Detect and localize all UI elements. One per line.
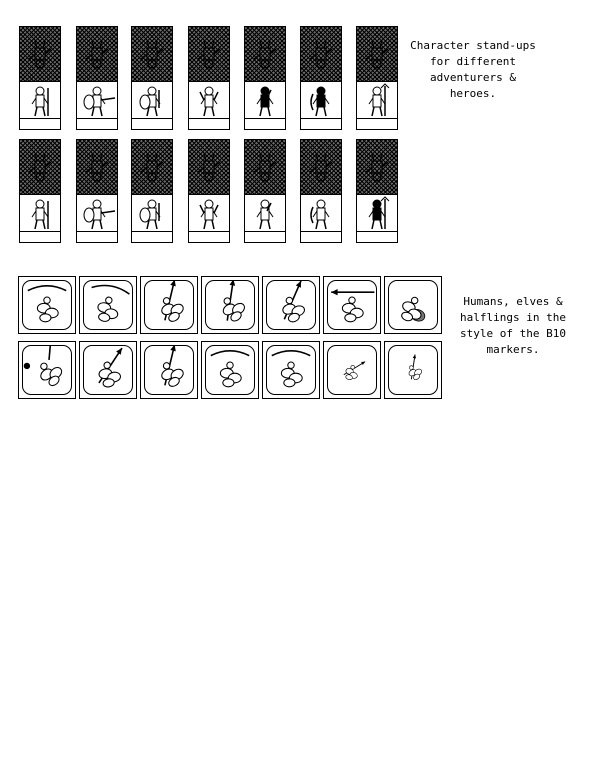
standup-topdown-icon [77,27,117,82]
standup-base [20,118,60,129]
standup-figure-icon [189,82,229,120]
standup-card [244,139,286,243]
marker-figure-icon [388,345,438,395]
standup-base [77,231,117,242]
marker-figure-icon [388,280,438,330]
marker-counter [201,276,259,334]
marker-counter [323,276,381,334]
marker-counter [384,276,442,334]
marker-figure-icon [22,280,72,330]
standup-topdown-icon [301,140,341,195]
marker-figure-icon [327,280,377,330]
standup-base [189,118,229,129]
standup-topdown-icon [20,27,60,82]
standup-card [19,139,61,243]
standup-figure-icon [77,195,117,233]
marker-figure-icon [144,345,194,395]
standup-figure-icon [20,82,60,120]
standup-topdown-icon [357,140,397,195]
standup-figure-icon [20,195,60,233]
standup-card [131,139,173,243]
standup-card [131,26,173,130]
standup-card [19,26,61,130]
standup-figure-icon [245,82,285,120]
standup-figure-icon [357,195,397,233]
standup-base [357,231,397,242]
marker-counter [140,276,198,334]
standup-figure-icon [132,82,172,120]
standup-base [20,231,60,242]
standup-base [245,118,285,129]
standup-topdown-icon [132,140,172,195]
standup-figure-icon [77,82,117,120]
standup-card [188,26,230,130]
standup-topdown-icon [20,140,60,195]
standup-card [244,26,286,130]
marker-counter [79,276,137,334]
marker-counter [262,341,320,399]
standup-figure-icon [357,82,397,120]
marker-counter [79,341,137,399]
marker-counter [323,341,381,399]
standup-card [300,26,342,130]
standup-card [300,139,342,243]
marker-counter [18,341,76,399]
marker-figure-icon [144,280,194,330]
standup-figure-icon [132,195,172,233]
standup-base [357,118,397,129]
standups-caption: Character stand-ups for different adventurers & heroes. [410,39,536,100]
standup-base [245,231,285,242]
marker-counter [201,341,259,399]
standup-base [301,118,341,129]
marker-figure-icon [83,280,133,330]
standup-base [132,231,172,242]
standup-figure-icon [301,82,341,120]
standup-topdown-icon [189,140,229,195]
standup-topdown-icon [301,27,341,82]
standup-base [189,231,229,242]
marker-counter [262,276,320,334]
standup-topdown-icon [77,140,117,195]
marker-figure-icon [266,280,316,330]
standup-topdown-icon [132,27,172,82]
marker-counter [18,276,76,334]
marker-counter [384,341,442,399]
standup-card [356,26,398,130]
standup-topdown-icon [245,140,285,195]
marker-figure-icon [205,345,255,395]
standup-card [188,139,230,243]
standup-figure-icon [245,195,285,233]
marker-figure-icon [205,280,255,330]
standup-topdown-icon [245,27,285,82]
markers-caption: Humans, elves & halflings in the style of the B10 markers. [460,295,566,356]
standup-base [77,118,117,129]
standup-figure-icon [189,195,229,233]
standup-card [76,139,118,243]
standup-figure-icon [301,195,341,233]
standup-base [132,118,172,129]
marker-counter [140,341,198,399]
marker-figure-icon [327,345,377,395]
standup-topdown-icon [189,27,229,82]
standup-base [301,231,341,242]
marker-figure-icon [22,345,72,395]
standup-card [356,139,398,243]
marker-figure-icon [266,345,316,395]
standup-topdown-icon [357,27,397,82]
standup-card [76,26,118,130]
marker-figure-icon [83,345,133,395]
